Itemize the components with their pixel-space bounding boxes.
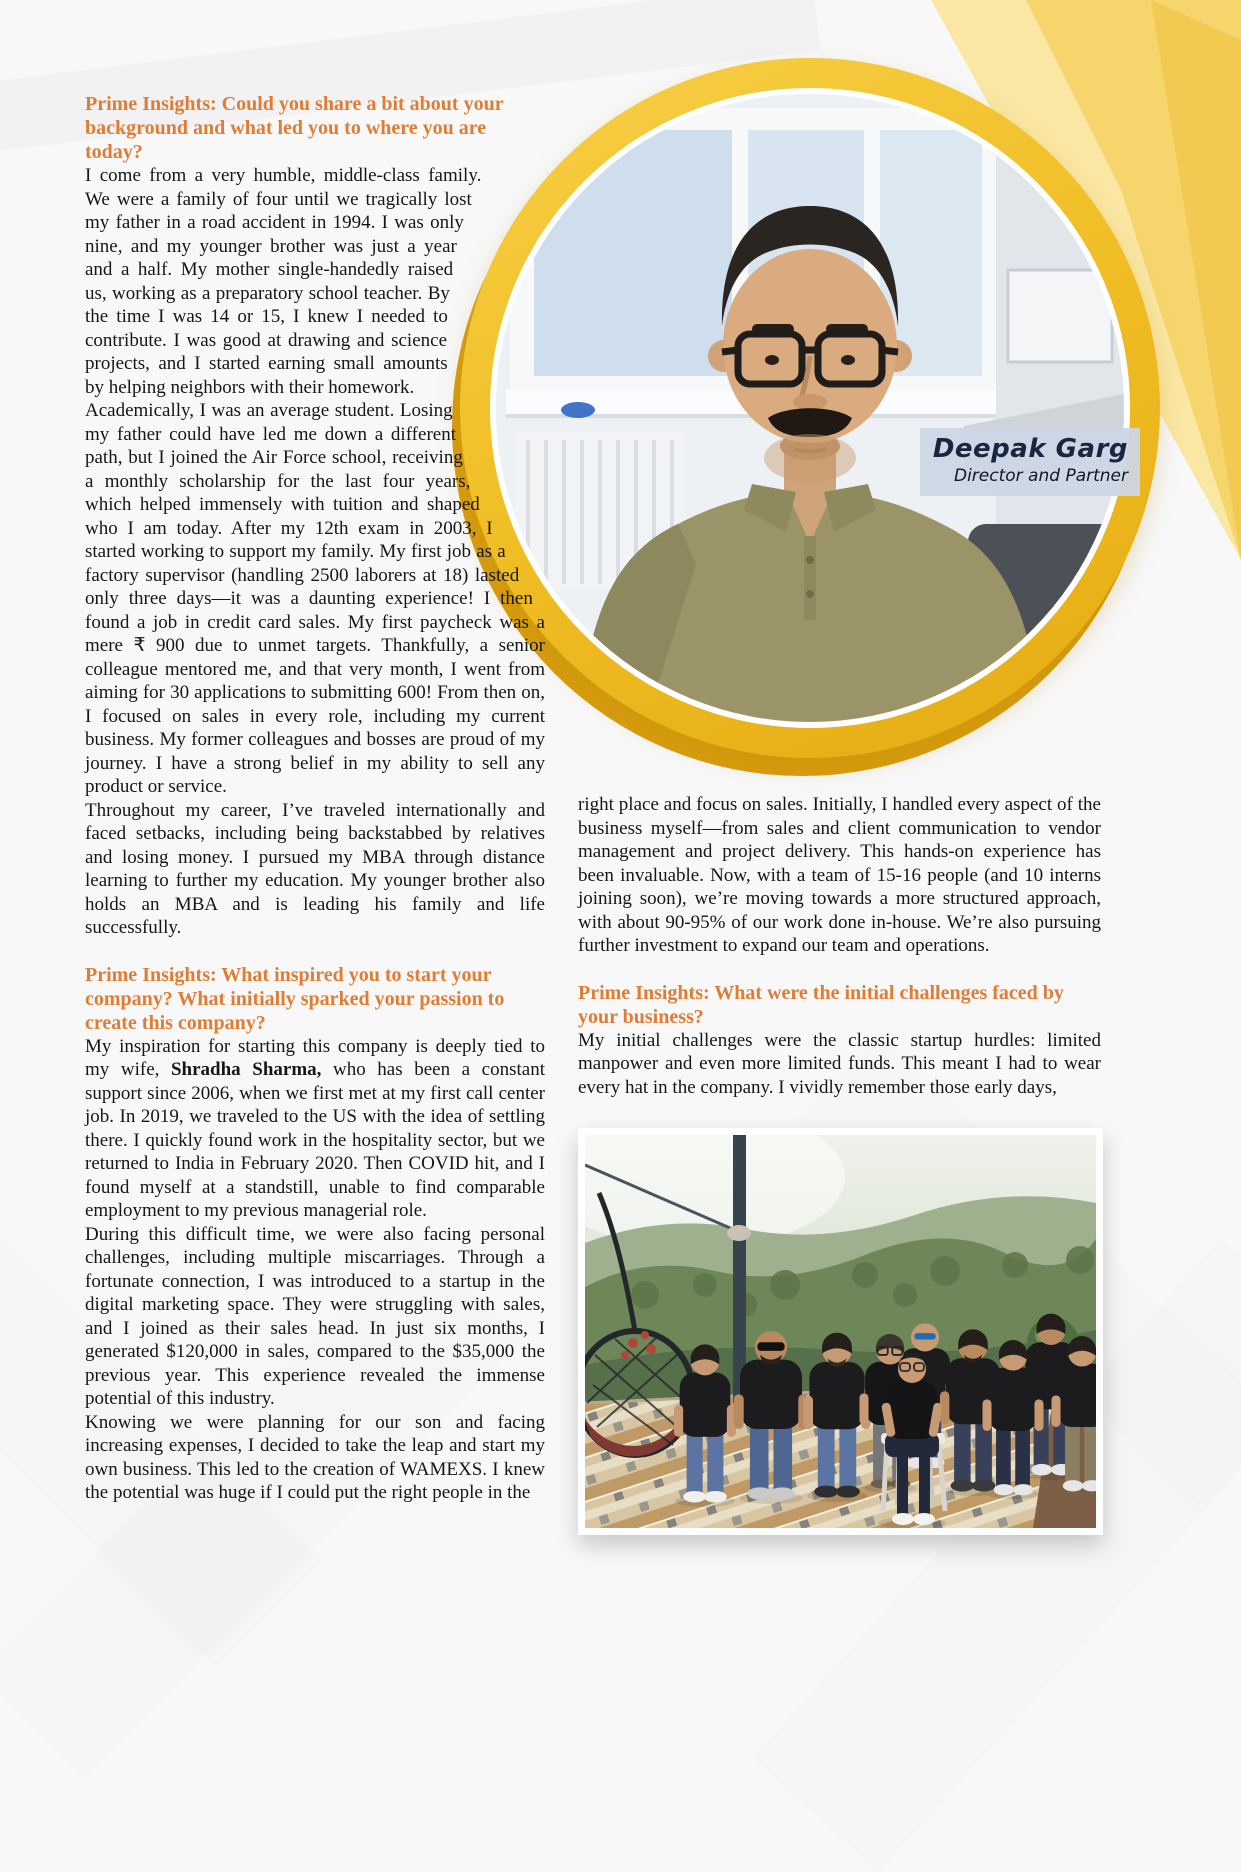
person-name: Deepak Garg [932, 434, 1128, 464]
paragraph-text: who has been a constant support since 2006, when we first met at my first call center job. In 2019, we traveled to the US with the idea of settling there. I quickly found work in the hospitality sector, but we returned to India in February 2020. Then COVID hit, and I found myself at a standstill, unable to find comparable employment to my previous managerial role. [85, 1059, 545, 1221]
highlighted-name: Shradha Sharma, [170, 1059, 322, 1080]
paragraph-text: My inspiration for starting this company is deeply tied to my wife, [85, 1035, 545, 1080]
portrait-name-badge [920, 428, 1140, 496]
person-title: Director and Partner [953, 466, 1128, 487]
team-photo-illustration [585, 1135, 1096, 1528]
paragraph: My initial challenges were the classic startup hurdles: limited manpower and even more limited funds. This meant I had to wear every hat in the company. I vividly remember those early days, [578, 1029, 1101, 1098]
question-heading-3: Prime Insights: What were the initial challenges faced by your business? [578, 981, 1064, 1028]
question-heading-1: Prime Insights: Could you share a bit about your background and what led you to where you are today? [85, 93, 504, 163]
question-heading-2: Prime Insights: What inspired you to start your company? What initially sparked your passion to create this company? [85, 963, 505, 1034]
article-right-column [578, 793, 1101, 1099]
paragraph [85, 1035, 545, 1223]
paragraph: During this difficult time, we were also facing personal challenges, including multiple miscarriages. Through a fortunate connection, I was introduced to a startup in the digital marketing space. They were struggling with sales, and I joined as their sales head. In just six months, I generated $120,000 in sales, compared to the $35,000 the previous year. This experience revealed the immense potential of this industry. [85, 1223, 545, 1409]
paragraph: right place and focus on sales. Initially, I handled every aspect of the business myself—from sales and client communication to vendor management and project delivery. This hands-on experience has been invaluable. Now, with a team of 15-16 people (and 10 interns joining soon), we’re moving towards a more structured approach, with about 90-95% of our work done in-house. We’re also pursuing further investment to expand our team and operations. [578, 794, 1101, 956]
article-left-column [85, 92, 545, 1505]
portrait-illustration [496, 94, 1124, 722]
portrait-photo [490, 88, 1130, 728]
paragraph: Throughout my career, I’ve traveled internationally and faced setbacks, including being backstabbed by relatives and losing money. I pursued my MBA through distance learning to further my education. My younger brother also holds an MBA and is leading his family and life successfully. [85, 799, 545, 938]
paragraph: Knowing we were planning for our son and facing increasing expenses, I decided to take the leap and start my own business. This led to the creation of WAMEXS. I knew the potential was huge if I could put the right people in the [85, 1411, 545, 1503]
paragraph: I come from a very humble, middle-class family. We were a family of four until we tragically lost my father in a road accident in 1994. I was only nine, and my younger brother was just a year and a half. My mother single-handedly raised us, working as a preparatory school teacher. By the time I was 14 or 15, I knew I needed to contribute. I was good at drawing and science projects, and I started earning small amounts by helping neighbors with their homework. [85, 165, 482, 398]
team-group-photo [578, 1128, 1103, 1535]
paragraph: Academically, I was an average student. Losing my father could have led me down a different path, but I joined the Air Force school, receiving a monthly scholarship for the last four years, which helped immensely with tuition and shaped who I am today. After my 12th exam in 2003, I started working to support my family. My first job as a factory supervisor (handling 2500 laborers at 18) lasted only three days—it was a daunting experience! I then found a job in credit card sales. My first paycheck was a mere ₹ 900 due to unmet targets. Thankfully, a senior colleague mentored me, and that very month, I went from aiming for 30 applications to submitting 600! From then on, I focused on sales in every role, including my current business. My former colleagues and bosses are proud of my journey. I have a strong belief in my ability to sell any product or service. [85, 400, 545, 797]
